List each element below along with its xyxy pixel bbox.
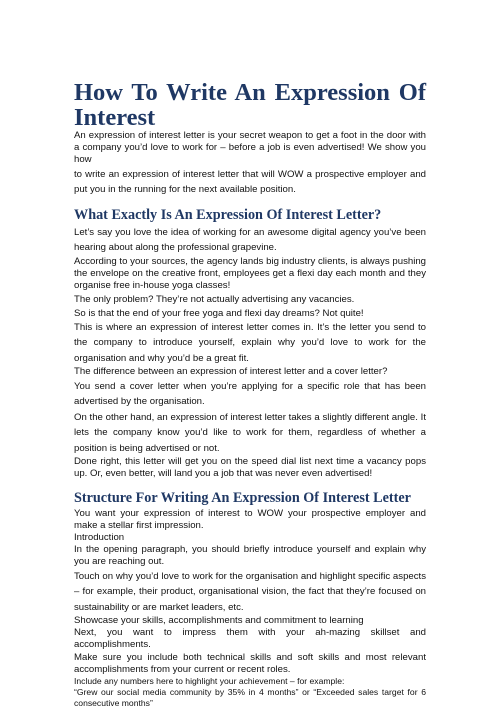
intro-paragraph-2: to write an expression of interest letter that will WOW a prospective employer and put you in the running for the next available position.	[74, 168, 426, 196]
section-2-paragraph: You want your expression of interest to WOW your prospective employer and make a stellar first impression.	[74, 507, 426, 531]
section-1-paragraph: Done right, this letter will get you on the speed dial list next time a vacancy pops up. Or, even better, will land you a job that was never even advertised!	[74, 456, 426, 480]
section-1-paragraph: This is where an expression of interest letter comes in. It’s the letter you send to the company to introduce yourself, explain why you’d love to work for the organisation and why you’d be a great fit.	[74, 321, 426, 364]
section-2-paragraph: In the opening paragraph, you should briefly introduce yourself and explain why you are reaching out.	[74, 544, 426, 568]
section-2-heading: Structure For Writing An Expression Of Interest Letter	[74, 489, 411, 506]
section-1-heading: What Exactly Is An Expression Of Interest Letter?	[74, 206, 382, 223]
section-1-paragraph: On the other hand, an expression of interest letter takes a slightly different angle. It lets the company know you’d like to work for them, regardless of whether a position is being advertised or not.	[74, 411, 426, 454]
section-2-paragraph: Next, you want to impress them with your ah-mazing skillset and accomplishments.	[74, 627, 426, 651]
page-title-line-1: How To Write An Expression Of	[74, 79, 426, 106]
section-2-example-quote: “Grew our social media community by 35% in 4 months” or “Exceeded sales target for 6 consecutive months”	[74, 687, 426, 709]
section-2-paragraph: Touch on why you’d love to work for the organisation and highlight specific aspects – for example, their product, organisational vision, the fact that they’re focused on sustainability or are market leaders, etc.	[74, 570, 426, 613]
section-2-subheading-introduction: Introduction	[74, 531, 125, 543]
intro-paragraph-1: An expression of interest letter is your secret weapon to get a foot in the door with a company you’d love to work for – before a job is even advertised! We show you how	[74, 130, 426, 166]
section-1-paragraph: You send a cover letter when you’re applying for a specific role that has been advertised by the organisation.	[74, 380, 426, 408]
section-2-paragraph: Make sure you include both technical skills and soft skills and most relevant accomplishments from your current or recent roles.	[74, 651, 426, 675]
section-2-paragraph: Include any numbers here to highlight your achievement – for example:	[74, 676, 345, 687]
section-1-paragraph: Let’s say you love the idea of working for an awesome digital agency you’ve been hearing about along the professional grapevine.	[74, 226, 426, 254]
page-title	[74, 80, 426, 130]
page-title-line-2: Interest	[74, 104, 156, 131]
section-2-subheading-skills: Showcase your skills, accomplishments and commitment to learning	[74, 615, 364, 627]
section-1-paragraph: According to your sources, the agency lands big industry clients, is always pushing the envelope on the creative front, employees get a flexi day each month and they organise free in-house yoga classes!	[74, 255, 426, 292]
section-1-paragraph: The only problem? They’re not actually advertising any vacancies.	[74, 294, 355, 306]
section-1-paragraph: The difference between an expression of interest letter and a cover letter?	[74, 366, 388, 378]
section-1-paragraph: So is that the end of your free yoga and flexi day dreams? Not quite!	[74, 307, 364, 319]
